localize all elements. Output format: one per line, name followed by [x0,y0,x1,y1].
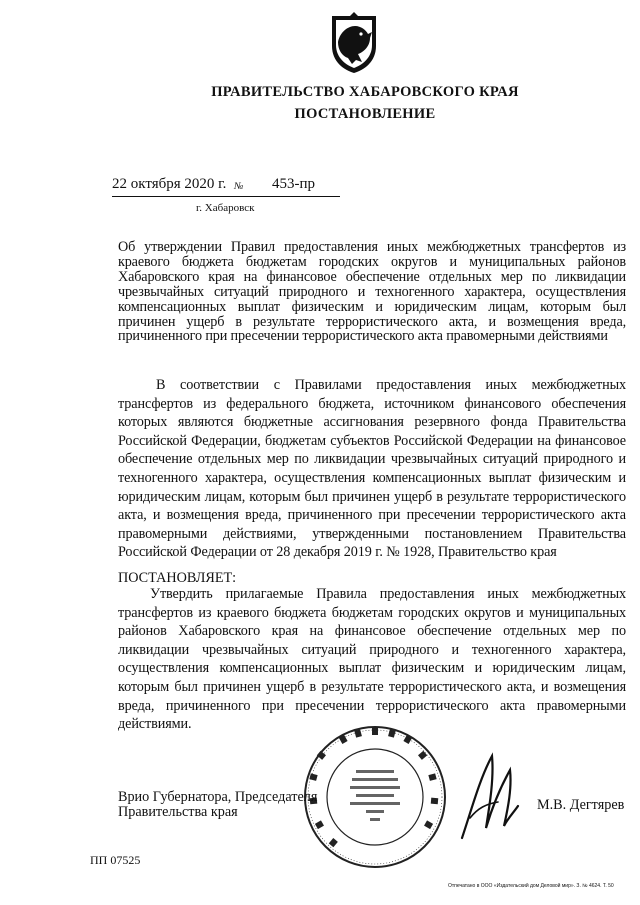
document-subject: Об утверждении Правил предоставления иных межбюджетных трансфертов из краевого бюджета бюджетам городских округов и муниципальных районов Хабаровского края на финансовое обеспечение отдельных мер по ликвидации чрезвычайных ситуаций природного и техногенного характера, осуществления компенсационных выплат физическим и юридическим лицам, которым был причинен ущерб в результате террористического акта, и возмещения вреда, причиненного при пресечении террористического акта правомерными действиями [118,239,626,345]
government-title: ПРАВИТЕЛЬСТВО ХАБАРОВСКОГО КРАЯ [211,84,519,100]
number-sign: № [234,181,244,192]
signatory-name: М.В. Дегтярев [537,797,625,813]
official-stamp [300,722,450,872]
document-type: ПОСТАНОВЛЕНИЕ [294,106,436,122]
printer-note: Отпечатано в ООО «Издательский дом Деловой мир». З. № 4624. Т. 50 [448,883,614,889]
date-number-line [112,176,340,197]
body-paragraph-1: В соответствии с Правилами предоставления иных межбюджетных трансфертов из федерального бюджета, источником финансового обеспечения которых являются бюджетные ассигнования резервного фонда Правительства Российской Федерации, бюджетам субъектов Российской Федерации на финансовое обеспечение отдельных мер по ликвидации чрезвычайных ситуаций природного и техногенного характера, осуществления компенсационных выплат физическим и юридическим лицам, которым был причинен ущерб в результате террористического акта, и возмещения вреда, причиненного при пресечении террористического акта правомерными действиями, утвержденными постановлением Правительства Российской Федерации от 28 декабря 2019 г. № 1928, Правительство края [118,377,626,561]
document-number: 453-пр [272,176,316,192]
handwritten-signature [452,748,522,848]
city: г. Хабаровск [196,202,255,214]
signatory-position-line-1: Врио Губернатора, Председателя [118,789,318,805]
signatory-position-line-2: Правительства края [118,803,238,820]
signatory-position [118,790,317,819]
resolves-heading: ПОСТАНОВЛЯЕТ: [118,570,237,586]
document-date: 22 октября 2020 г. [112,176,227,192]
document-id: ПП 07525 [90,853,141,867]
coat-of-arms-emblem [328,12,380,74]
body-paragraph-2: Утвердить прилагаемые Правила предоставления иных межбюджетных трансфертов из краевого бюджета бюджетам городских округов и муниципальных районов Хабаровского края на финансовое обеспечение отдельных мер по ликвидации чрезвычайных ситуаций природного и техногенного характера, осуществления компенсационных выплат физическим и юридическим лицам, которым был причинен ущерб в результате террористического акта, и возмещения вреда, причиненного при пресечении террористического акта правомерными действиями. [118,586,626,733]
